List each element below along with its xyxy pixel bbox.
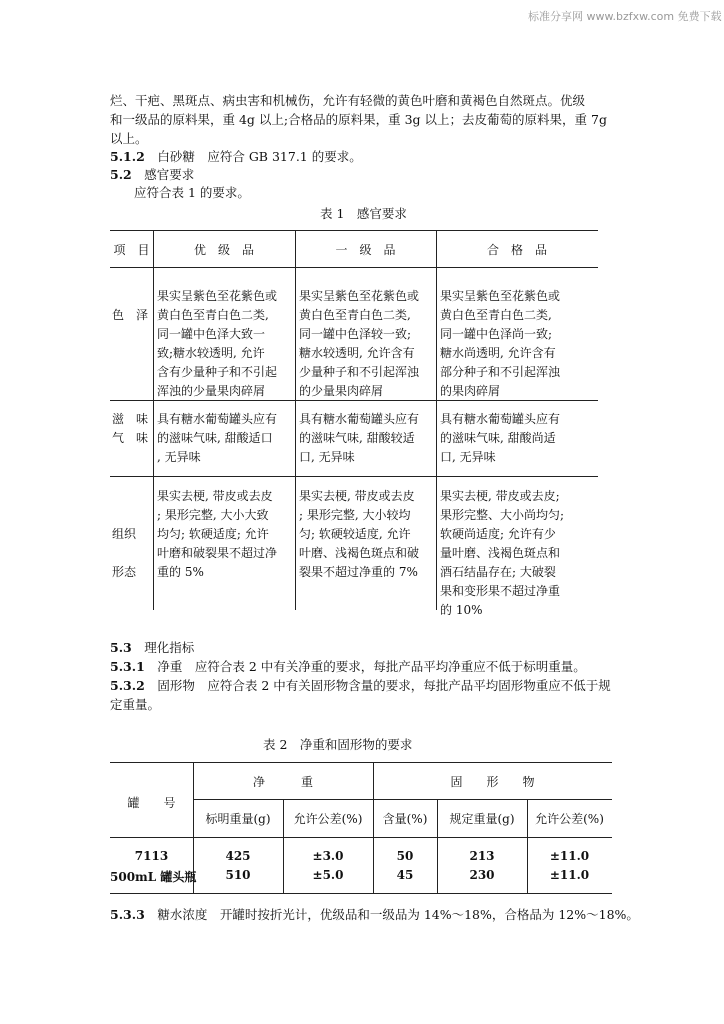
cell-text: 口, 无异味 (299, 450, 355, 464)
table1-title: 表 1 感官要求 (320, 206, 407, 221)
column-divider (295, 230, 296, 610)
watermark: 标准分享网 www.bzfxw.com 免费下载 (528, 10, 722, 23)
section-number: 5.2 (110, 167, 132, 182)
cell-text: 果实去梗, 带皮或去皮 (299, 489, 415, 503)
cell-text: 裂果不超过净重的 7% (299, 565, 418, 579)
cell-text: 的滋味气味, 甜酸较适 (299, 431, 415, 445)
net-weight-header: 净 重 (252, 775, 313, 789)
sub-header-cell: 含量(%) (382, 812, 428, 826)
table-cell: ±3.0 (312, 849, 344, 863)
cell-text: 口, 无异味 (440, 450, 496, 464)
section-title: 净重 (157, 659, 183, 674)
cell-text: , 无异味 (157, 450, 201, 464)
paragraph-line: 以上。 (110, 131, 148, 146)
table-header-cell: 合 格 品 (486, 243, 547, 257)
section-title: 理化指标 (144, 640, 195, 655)
cell-text: 的 10% (440, 603, 483, 617)
section-number: 5.3.1 (110, 659, 145, 674)
table-rule (110, 837, 612, 838)
solid-header: 固 形 物 (450, 775, 535, 789)
section-number: 5.3.3 (110, 907, 145, 922)
table-rule (110, 476, 598, 477)
row-label: 气 味 (112, 431, 149, 445)
section-title: 糖水浓度 (157, 907, 208, 922)
cell-text: 黄白色至青白色二类, (440, 308, 552, 322)
cell-text: 具有糖水葡萄罐头应有 (299, 412, 420, 426)
cell-text: 重的 5% (157, 565, 204, 579)
section-text: 开罐时按折光计，优级品和一级品为 14%～18%，合格品为 12%～18%。 (219, 907, 639, 922)
table-rule (110, 762, 612, 763)
cell-text: 少量种子和不引起浑浊 (299, 365, 420, 379)
table-cell: 230 (469, 868, 495, 882)
cell-text: 软硬尚适度; 允许有少 (440, 527, 556, 541)
table-cell: ±5.0 (312, 868, 344, 882)
table-cell: ±11.0 (549, 868, 590, 882)
section-text: 应符合表 1 的要求。 (134, 185, 250, 200)
cell-text: 酒石结晶存在; 大破裂 (440, 565, 556, 579)
cell-text: ; 果形完整, 大小较均 (299, 508, 411, 522)
section-number: 5.3 (110, 640, 132, 655)
section-number: 5.3.2 (110, 678, 145, 693)
table-header-cell: 项 目 (113, 243, 150, 257)
cell-text: 匀; 软硬较适度, 允许 (299, 527, 411, 541)
cell-text: 果实呈紫色至花紫色或 (157, 289, 278, 303)
cell-text: 同一罐中色泽尚一致; (440, 327, 553, 341)
cell-text: 致;糖水较透明, 允许 (157, 346, 265, 360)
cell-text: 黄白色至青白色二类, (299, 308, 411, 322)
section-text: 定重量。 (110, 697, 161, 712)
cell-text: 量叶磨、浅褐色斑点和 (440, 546, 561, 560)
cell-text: 叶磨、浅褐色斑点和破 (299, 546, 420, 560)
table-cell: 510 (225, 868, 251, 882)
row-label: 色 泽 (112, 308, 149, 322)
table-cell: 213 (469, 849, 495, 863)
cell-text: 叶磨和破裂果不超过净 (157, 546, 278, 560)
sub-header-cell: 允许公差(%) (293, 812, 363, 826)
cell-text: 果形完整、大小尚均匀; (440, 508, 565, 522)
table-rule (110, 400, 598, 401)
cell-text: 均匀; 软硬适度; 允许 (157, 527, 269, 541)
cell-text: 果和变形果不超过净重 (440, 584, 561, 598)
table-cell: 500mL 罐头瓶 (110, 870, 197, 884)
row-label: 形态 (112, 565, 137, 579)
paragraph-line: 烂、干疤、黑斑点、病虫害和机械伤，允许有轻微的黄色叶磨和黄褐色自然斑点。优级 (110, 93, 586, 108)
section-number: 5.1.2 (110, 149, 145, 164)
row-label: 组织 (112, 527, 137, 541)
section-title: 固形物 (157, 678, 195, 693)
cell-text: 的滋味气味, 甜酸适口 (157, 431, 273, 445)
cell-text: 糖水尚透明, 允许含有 (440, 346, 556, 360)
table-header-cell: 一 级 品 (335, 243, 396, 257)
cell-text: 黄白色至青白色二类, (157, 308, 269, 322)
table-rule (110, 267, 598, 268)
cell-text: 具有糖水葡萄罐头应有 (157, 412, 278, 426)
cell-text: 的少量果肉碎屑 (299, 384, 384, 398)
table-cell: 7113 (134, 849, 169, 863)
cell-text: 同一罐中色泽大致一 (157, 327, 266, 341)
row-label: 滋 味 (112, 412, 149, 426)
cell-text: ; 果形完整, 大小大致 (157, 508, 269, 522)
cell-text: 具有糖水葡萄罐头应有 (440, 412, 561, 426)
sub-header-cell: 规定重量(g) (449, 812, 515, 826)
section-title: 白砂糖 (157, 149, 195, 164)
cell-text: 果实呈紫色至花紫色或 (299, 289, 420, 303)
cell-text: 部分种子和不引起浑浊 (440, 365, 561, 379)
sub-header-cell: 标明重量(g) (205, 812, 271, 826)
cell-text: 含有少量种子和不引起 (157, 365, 278, 379)
table-rule (110, 893, 612, 894)
cell-text: 果实去梗, 带皮或去皮 (157, 489, 273, 503)
table-cell: ±11.0 (549, 849, 590, 863)
table-rule (110, 230, 598, 231)
section-text: 应符合表 2 中有关净重的要求，每批产品平均净重应不低于标明重量。 (194, 659, 586, 674)
column-divider (153, 230, 154, 610)
cell-text: 浑浊的少量果肉碎屑 (157, 384, 266, 398)
cell-text: 同一罐中色泽较一致; (299, 327, 412, 341)
column-divider (436, 230, 437, 610)
paragraph-line: 和一级品的原料果，重 4g 以上;合格品的原料果，重 3g 以上；去皮葡萄的原料果，重 7g (110, 112, 607, 127)
table-rule (193, 799, 612, 800)
section-title: 感官要求 (144, 167, 195, 182)
table-header-cell: 优 级 品 (193, 243, 254, 257)
can-number-header: 罐 号 (127, 796, 176, 810)
cell-text: 糖水较透明, 允许含有 (299, 346, 415, 360)
section-text: 应符合表 2 中有关固形物含量的要求，每批产品平均固形物重应不低于规 (207, 678, 611, 693)
table-cell: 50 (396, 849, 414, 863)
table2-title: 表 2 净重和固形物的要求 (263, 737, 413, 752)
section-text: 应符合 GB 317.1 的要求。 (207, 149, 362, 164)
sub-header-cell: 允许公差(%) (535, 812, 604, 826)
cell-text: 的滋味气味, 甜酸尚适 (440, 431, 556, 445)
cell-text: 的果肉碎屑 (440, 384, 501, 398)
cell-text: 果实去梗, 带皮或去皮; (440, 489, 560, 503)
table-cell: 425 (225, 849, 251, 863)
cell-text: 果实呈紫色至花紫色或 (440, 289, 561, 303)
table-cell: 45 (396, 868, 414, 882)
